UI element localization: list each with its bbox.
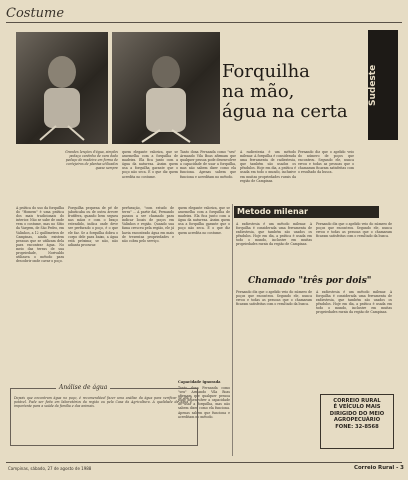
correio-box	[320, 394, 394, 449]
photo-caption: Grandes lenções d'água, simples pedaço cantinho de vara dado pedaço de madeira em forma de cortejeiros de plantas utilizados quase sempre	[65, 150, 118, 171]
correio-line-1: CORREIO RURAL	[333, 398, 381, 404]
headline-line-2: na mão,	[222, 81, 295, 102]
body-column-3: perfuração, "com estudo de terra" ... A partir daí, Fernando passou a ser chamado para indicar locais de poços em Valinhos e região. Quando sua fama cresceu pela região, ele já havia encontrado água em mais de trezentas propriedades e não cobra pelo serviço.	[122, 206, 174, 243]
top-rule	[6, 22, 402, 23]
correio-line-3: DIRIGIDO DO MEIO	[329, 410, 385, 417]
footer-page: Correio Rural - 3	[354, 465, 404, 471]
correio-line-4: AGROPECUÁRIO	[333, 417, 381, 424]
chamado-subtitle: Chamado "três por dois"	[248, 276, 372, 286]
column-divider	[232, 204, 233, 456]
analise-text: Depois que encontram água no poço, é recomendável fazer uma análise da água para verificar se ela é potável. Pode ser feita em laboratórios da região ou pela Casa da Agricultura. A qualidade da água é importante para a saúde da família e dos animais.	[14, 396, 192, 409]
analise-title: Análise de água	[56, 384, 110, 391]
brand-logo-text: Sudeste	[368, 64, 378, 106]
body-column-2: Forquilha pequena de pé de jabuticaba ou de outra árvore frutífera, quando bem segura nas mãos e com o braço estendido, indica onde deve ser perfurado o poço, é o que ele faz. Se a forquilha dobra o corpo dele para baixo, a água está próxima; se não, não adianta procurar.	[68, 206, 118, 247]
box-title: Metodo milenar	[234, 206, 379, 218]
footer-rule	[6, 462, 402, 463]
footer-date: Campinas, sábado, 27 de agosto de 1988	[8, 466, 92, 471]
headline-line-3: água na certa	[222, 101, 348, 122]
headline	[222, 62, 348, 122]
body-column-4: quem elegante valoriza, que se assemelha com a forquilha de madeira. Ela fica junto com a água da natureza. Assim quem usa a forquilha garante que o poço não seca. É o que diz quem acredita no costume.	[178, 206, 230, 235]
correio-line-5: FONE: 32-8568	[335, 423, 379, 430]
caption-body-1: quem elegante valoriza, que se assemelha com a forquilha de madeira. Ela fica junto com a água da natureza. Assim quem usa a forquilha garante que o poço não seca. É o que diz quem acredita no costume.	[122, 150, 178, 179]
caption-body-4: Fernando diz que o apelido veio do número de poços que encontrou. Segundo ele, nunca errou e todas as pessoas que o chamaram ficaram satisfeitas com o resultado da busca.	[298, 150, 354, 175]
chamado-col-1: Fernando diz que o apelido veio do número de poços que encontrou. Segundo ele, nunca errou e todas as pessoas que o chamaram ficaram satisfeitas com o resultado da busca.	[236, 290, 312, 307]
body-column-1: A prática do uso da forquilha do "Homem" é uma prática dos mais tradicionais do interior. Não se sabe de onde vem o costume, mas no Sítio da Vargem, de São Pedro, em Valinhos, a 12 quilômetros de Campinas, ainda existem pessoas que se utilizam dela para encontrar água. No meio das terras de sua propriedade, Norivaldo utilizava o método para descobrir onde cavar o poço.	[16, 206, 64, 264]
correio-line-2: É VEÍCULO MAIS	[333, 404, 381, 411]
capacity-subtitle: Capacidade ignorada	[178, 380, 221, 384]
capacity-body: Tanto dona Fernanda como "seu" Armando Vila Boas afirmam que qualquer pessoa pode desenvolver a capacidade de usar a forquilha, mas não sabem dizer como ela funciona. Apenas sabem que funciona e acreditam no método.	[178, 386, 230, 419]
headline-line-1: Forquilha	[222, 61, 310, 82]
caption-body-3: A radiestesia é um método milenar. A forquilha é considerada uma ferramenta de radiestesia, que também são usados os pêndulos. Hoje em dia, a prática é usada em todo o mundo, inclusive em muitas propriedades rurais da região de Campinas.	[240, 150, 296, 183]
brand-logo	[368, 30, 398, 140]
chamado-col-2: A radiestesia é um método milenar. A forquilha é considerada uma ferramenta de radiestesia, que também são usados os pêndulos. Hoje em dia, a prática é usada em todo o mundo, inclusive em muitas propriedades rurais da região de Campinas.	[316, 290, 392, 315]
box-text-2: Fernando diz que o apelido veio do número de poços que encontrou. Segundo ele, nunca errou e todas as pessoas que o chamaram ficaram satisfeitas com o resultado da busca.	[316, 222, 392, 239]
caption-body-2: Tanto dona Fernanda como "seu" Armando Vila Boas afirmam que qualquer pessoa pode desenvolver a capacidade de usar a forquilha, mas não sabem dizer como ela funciona. Apenas sabem que funciona e acreditam no método.	[180, 150, 236, 179]
section-title: Costume	[6, 6, 65, 21]
photo-left	[16, 32, 108, 144]
photo-right	[112, 32, 220, 144]
box-text-1: A radiestesia é um método milenar. A forquilha é considerada uma ferramenta de radiestesia, que também são usados os pêndulos. Hoje em dia, a prática é usada em todo o mundo, inclusive em muitas propriedades rurais da região de Campinas.	[236, 222, 312, 247]
